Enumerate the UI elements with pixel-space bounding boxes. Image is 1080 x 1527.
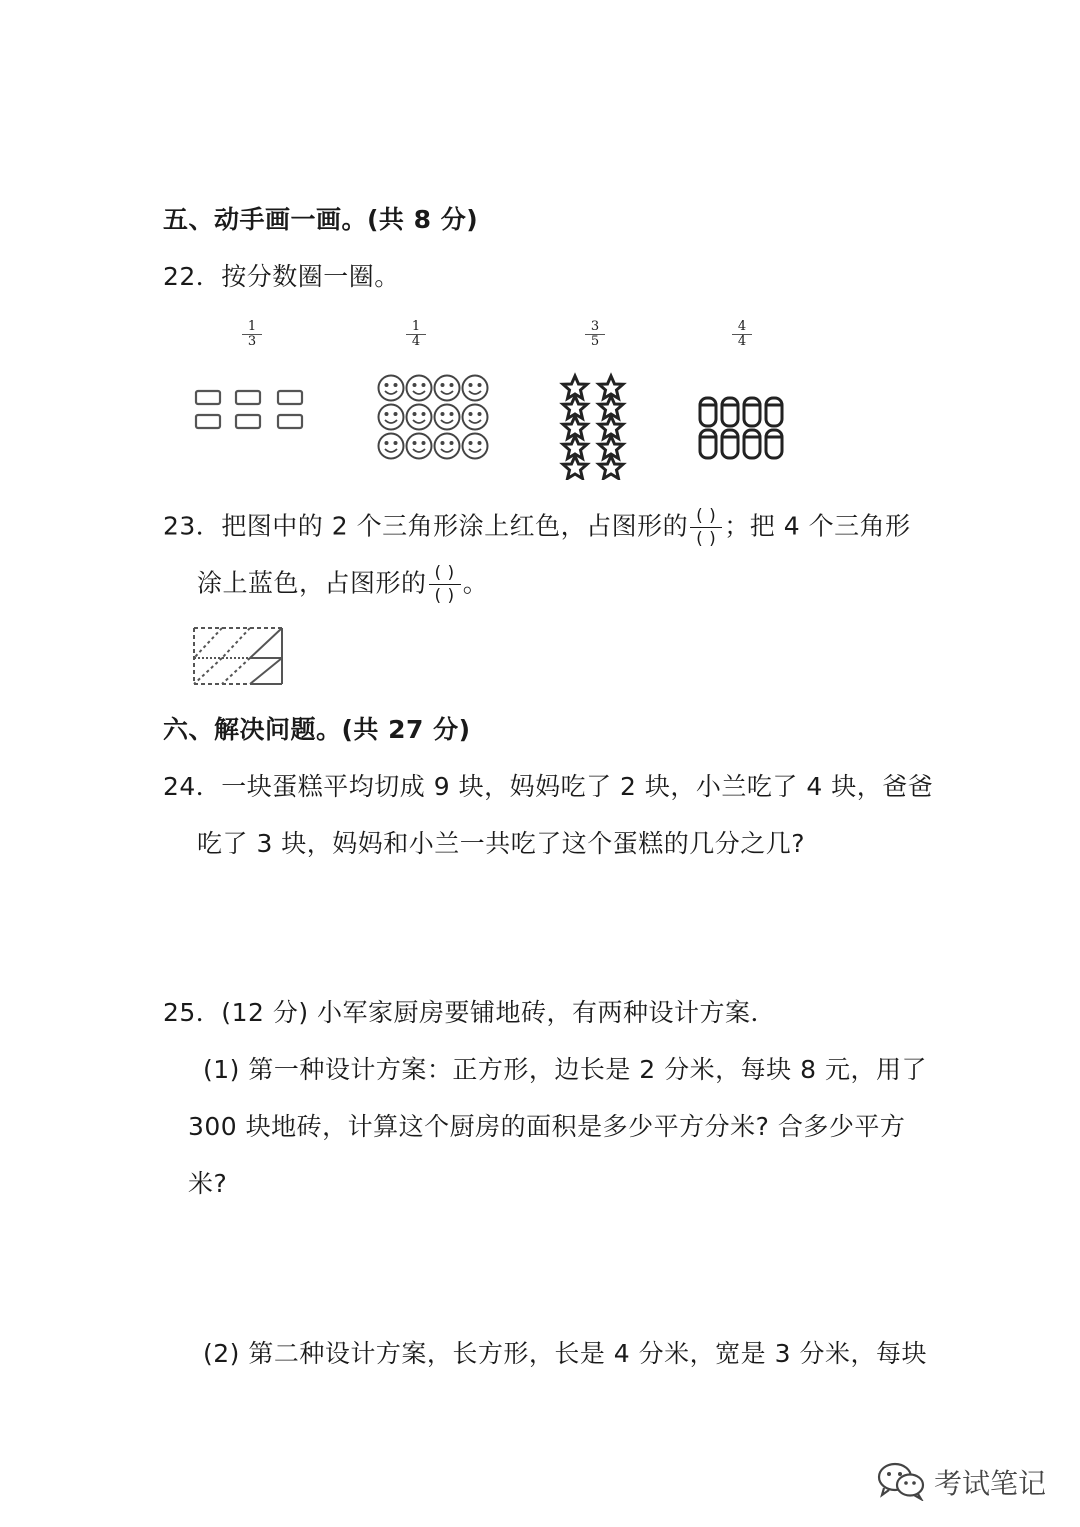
fraction-label-4: $\frac{4}{4}$ — [732, 320, 752, 349]
question-25-part-1-line-3: 米? — [188, 1169, 228, 1198]
section-6-title: 六、解决问题。(共 27 分) — [163, 715, 471, 744]
wechat-icon — [876, 1461, 928, 1501]
smiley-group — [373, 372, 497, 464]
answer-fraction-blank-2[interactable]: $\frac{( )}{( )}$ — [429, 562, 461, 607]
cylinder-group — [696, 394, 792, 464]
question-25-intro: 25．(12 分) 小军家厨房要铺地砖，有两种设计方案． — [163, 998, 777, 1027]
rectangle-group — [190, 385, 310, 435]
star-group — [553, 372, 633, 480]
question-25-part-1-line-2: 300 块地砖，计算这个厨房的面积是多少平方分米? 合多少平方 — [188, 1112, 906, 1141]
question-23-line-1: 23．把图中的 2 个三角形涂上红色，占图形的 $\frac{( )}{( )}$ ；把 4 个三角形 — [163, 506, 911, 549]
question-25-part-1-line-1: (1) 第一种设计方案：正方形，边长是 2 分米，每块 8 元，用了 — [203, 1055, 927, 1084]
section-5-title: 五、动手画一画。(共 8 分) — [163, 205, 479, 234]
fraction-label-3: $\frac{3}{5}$ — [585, 320, 605, 349]
question-24-line-2: 吃了 3 块，妈妈和小兰一共吃了这个蛋糕的几分之几? — [197, 829, 806, 858]
question-22-text: 22．按分数圈一圈。 — [163, 262, 400, 291]
fraction-label-2: $\frac{1}{4}$ — [406, 320, 426, 349]
watermark-text: 考试笔记 — [934, 1467, 1047, 1500]
question-24-line-1: 24．一块蛋糕平均切成 9 块，妈妈吃了 2 块，小兰吃了 4 块，爸爸 — [163, 772, 934, 801]
question-23-line-2: 涂上蓝色，占图形的 $\frac{( )}{( )}$ 。 — [197, 563, 489, 606]
fraction-label-1: $\frac{1}{3}$ — [242, 320, 262, 349]
triangle-figure — [190, 622, 290, 688]
answer-fraction-blank-1[interactable]: $\frac{( )}{( )}$ — [690, 505, 722, 550]
question-25-part-2-line-1: (2) 第二种设计方案，长方形，长是 4 分米，宽是 3 分米，每块 — [203, 1339, 927, 1368]
